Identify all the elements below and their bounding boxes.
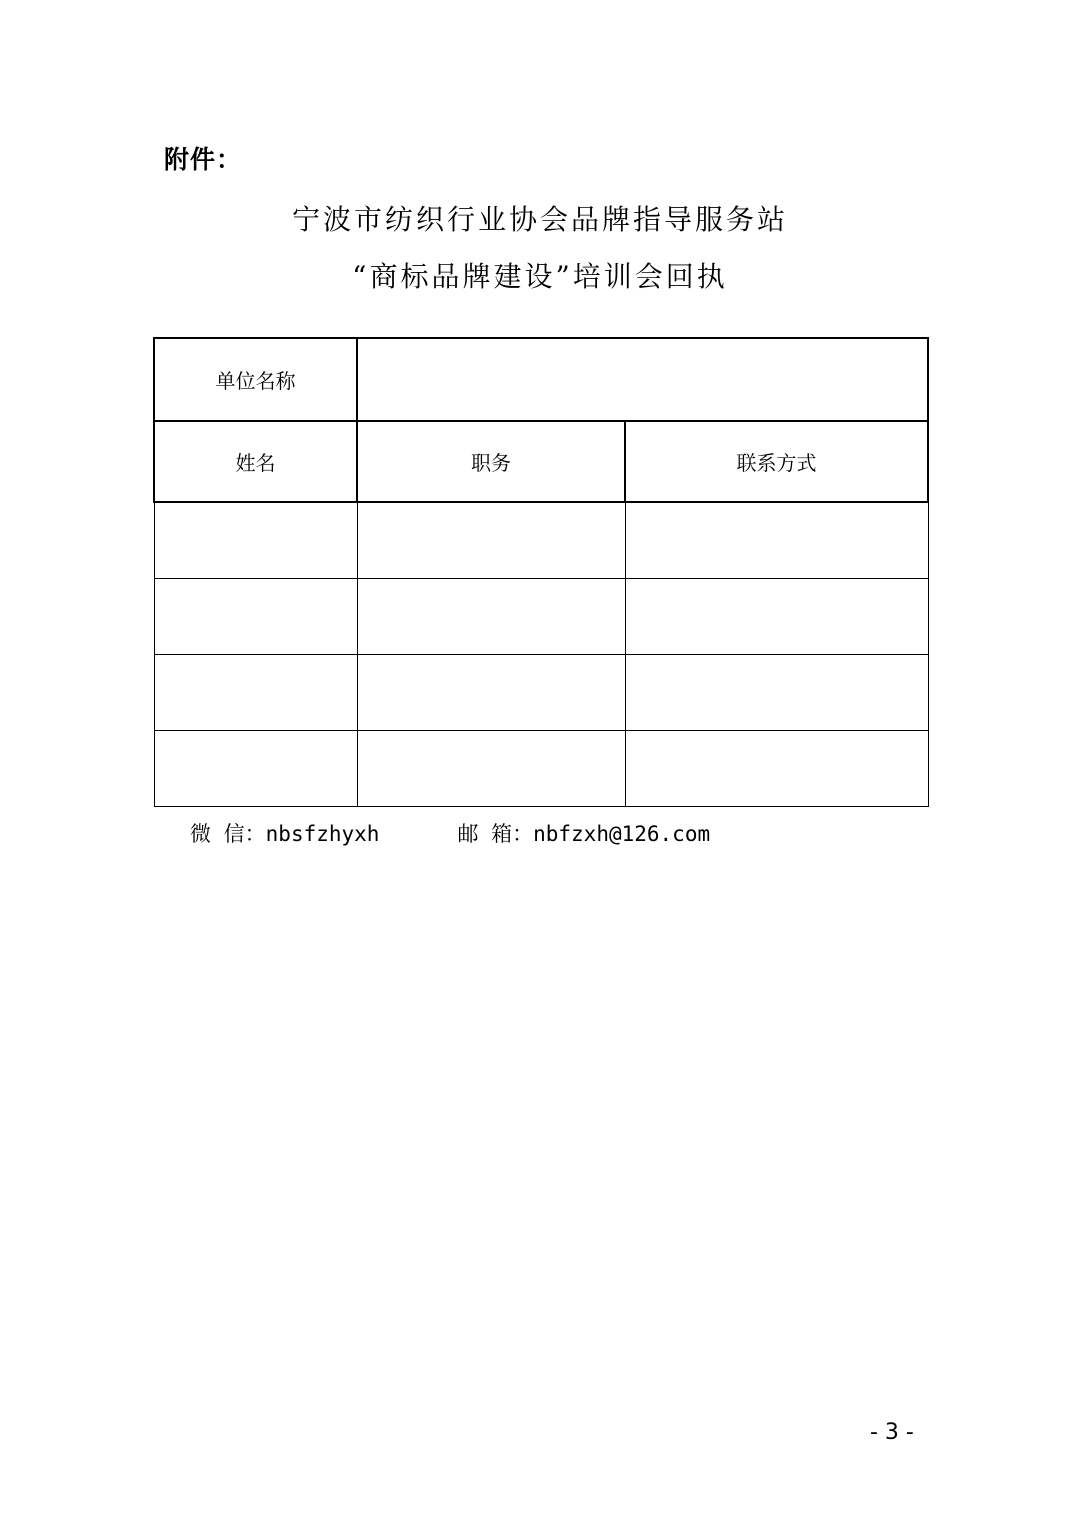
document-title-line2: “商标品牌建设”培训会回执	[352, 260, 728, 293]
contact-cell[interactable]	[625, 502, 928, 578]
email-label: 邮 箱：	[457, 822, 534, 846]
position-cell[interactable]	[357, 578, 625, 654]
contact-cell[interactable]	[625, 654, 928, 730]
receipt-form-table	[153, 337, 929, 807]
table-header-row	[154, 421, 928, 502]
wechat-label: 微 信：	[190, 822, 266, 846]
table-row	[154, 730, 928, 806]
position-cell[interactable]	[357, 730, 625, 806]
page-number: - 3 -	[870, 1420, 914, 1445]
name-cell[interactable]	[154, 578, 357, 654]
name-cell[interactable]	[154, 502, 357, 578]
unit-name-field[interactable]	[357, 338, 928, 421]
unit-name-row	[154, 338, 928, 421]
contact-cell[interactable]	[625, 578, 928, 654]
contact-info	[190, 818, 710, 848]
header-contact: 联系方式	[625, 421, 928, 502]
wechat-value: nbsfzhyxh	[265, 822, 380, 846]
header-name: 姓名	[154, 421, 357, 502]
name-cell[interactable]	[154, 730, 357, 806]
header-position: 职务	[357, 421, 625, 502]
contact-cell[interactable]	[625, 730, 928, 806]
unit-name-label: 单位名称	[154, 338, 357, 421]
position-cell[interactable]	[357, 502, 625, 578]
email-value: nbfzxh@126.com	[533, 822, 711, 846]
table-row	[154, 654, 928, 730]
table-row	[154, 502, 928, 578]
position-cell[interactable]	[357, 654, 625, 730]
table-row	[154, 578, 928, 654]
attachment-label: 附件：	[164, 145, 243, 174]
name-cell[interactable]	[154, 654, 357, 730]
document-title-line1: 宁波市纺织行业协会品牌指导服务站	[291, 203, 788, 236]
